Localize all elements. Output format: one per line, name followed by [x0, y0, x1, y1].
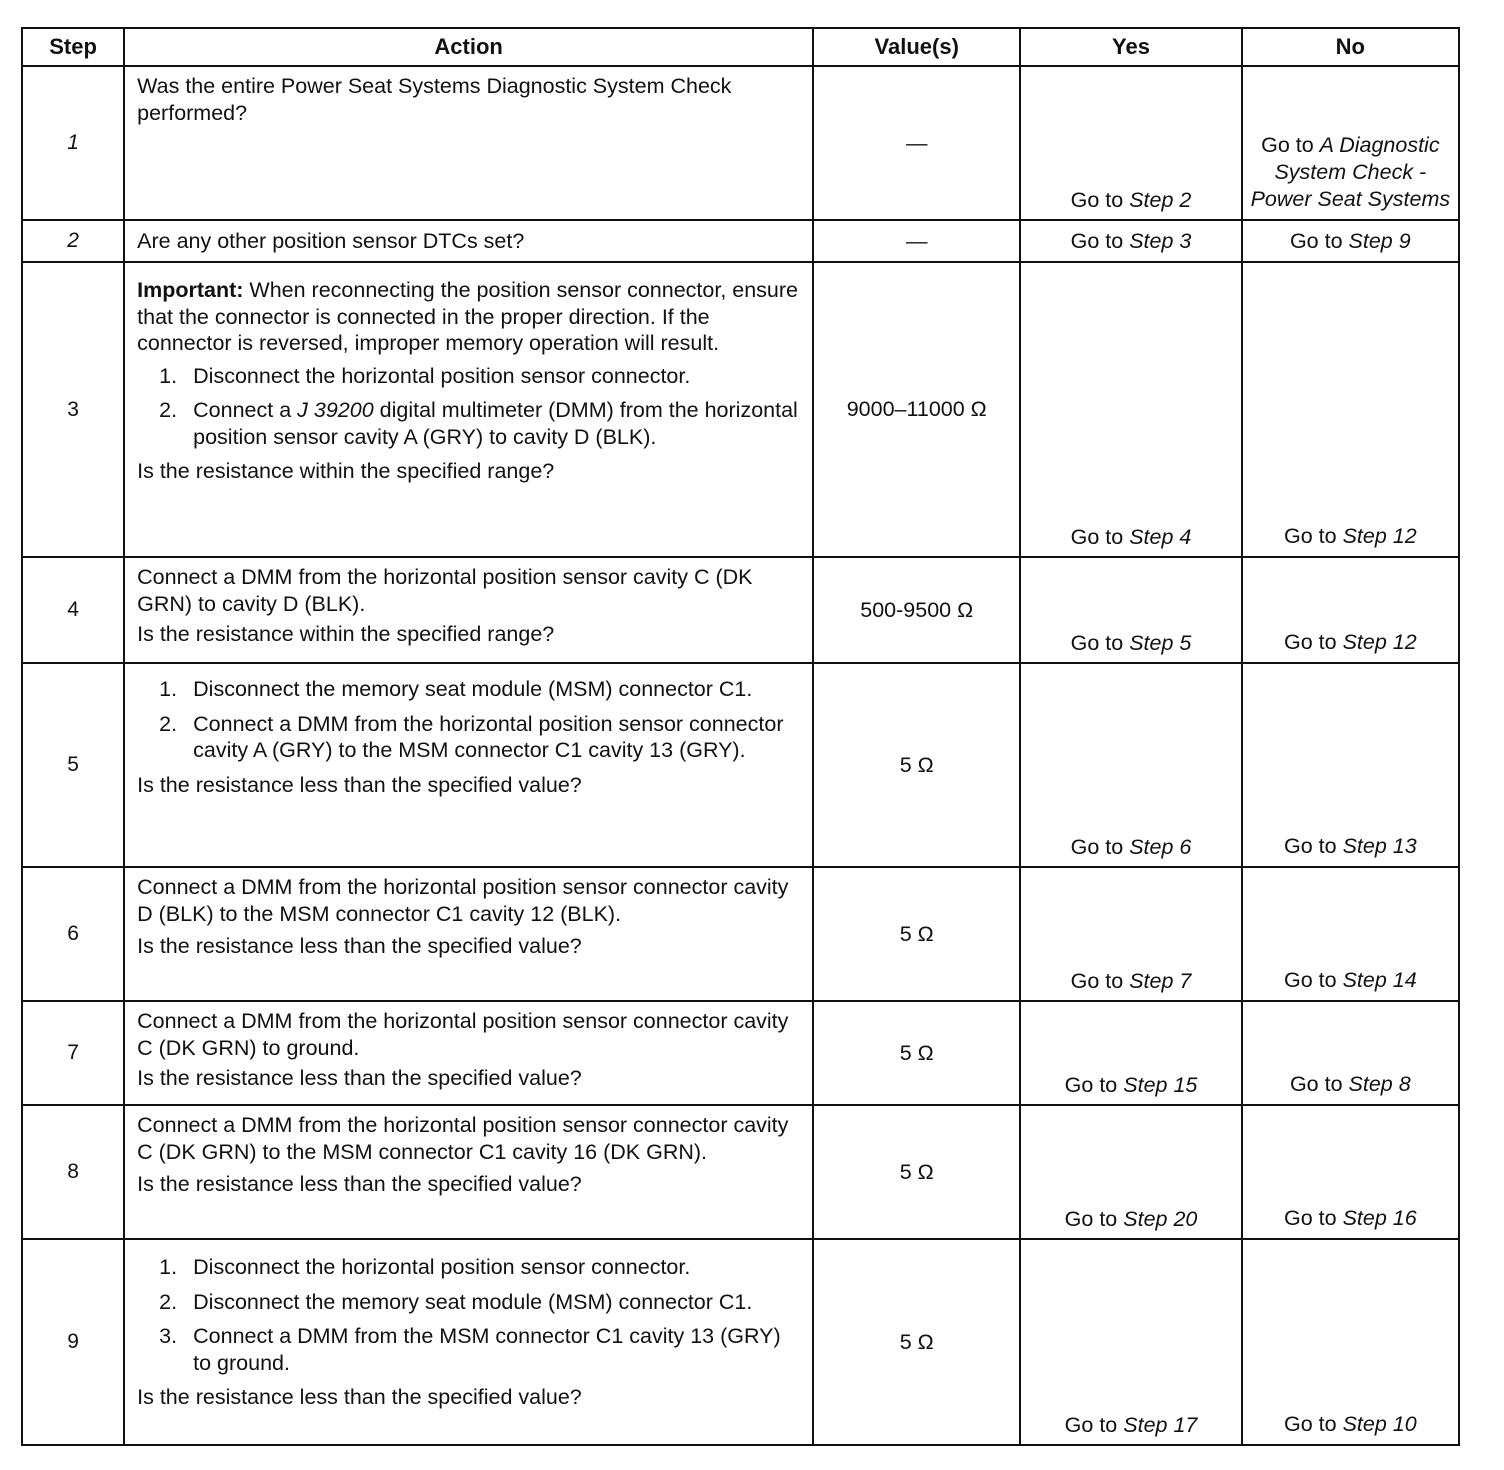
no-cell[interactable]: [1242, 557, 1459, 663]
yes-cell[interactable]: [1020, 1239, 1241, 1445]
procedure-list: [137, 676, 802, 764]
procedure-list: [137, 363, 802, 451]
goto-prefix: Go to: [1070, 835, 1124, 859]
header-action: Action: [124, 28, 813, 66]
goto-prefix: Go to: [1283, 834, 1337, 858]
value-cell: 9000–11000 Ω: [813, 262, 1020, 557]
step-link[interactable]: Step 13: [1342, 834, 1417, 858]
step-link[interactable]: Step 12: [1342, 630, 1417, 654]
action-text: Was the entire Power Seat Systems Diagnostic System Check performed?: [137, 74, 732, 125]
step-link[interactable]: Step 6: [1129, 835, 1192, 859]
list-item: 1. Disconnect the memory seat module (MSM) connector C1.: [159, 677, 753, 701]
no-cell[interactable]: [1242, 220, 1459, 262]
step-link[interactable]: Step 4: [1129, 525, 1192, 549]
step-link[interactable]: Step 15: [1123, 1073, 1198, 1097]
yes-cell[interactable]: [1020, 1105, 1241, 1239]
no-cell[interactable]: [1242, 663, 1459, 867]
table-row: [22, 1001, 1459, 1105]
action-text: Connect a DMM from the horizontal position sensor connector cavity D (BLK) to the MSM connector C1 cavity 12 (BLK).: [137, 875, 789, 926]
value-cell: —: [813, 220, 1020, 262]
action-question: Is the resistance less than the specified value?: [137, 934, 582, 958]
step-number: 9: [22, 1239, 124, 1445]
no-cell[interactable]: [1242, 66, 1459, 220]
action-cell: [124, 262, 813, 557]
table-row: [22, 1105, 1459, 1239]
table-row: [22, 66, 1459, 220]
no-cell[interactable]: [1242, 1105, 1459, 1239]
yes-cell[interactable]: [1020, 262, 1241, 557]
action-cell: [124, 1001, 813, 1105]
step-link[interactable]: Step 5: [1129, 631, 1192, 655]
table-row: [22, 262, 1459, 557]
step-link[interactable]: Step 8: [1348, 1072, 1411, 1096]
important-note: [137, 277, 802, 357]
yes-cell[interactable]: [1020, 66, 1241, 220]
header-step: Step: [22, 28, 124, 66]
list-item: 2. Disconnect the memory seat module (MSM) connector C1.: [159, 1289, 753, 1314]
action-cell: [124, 663, 813, 867]
list-item: 1. Disconnect the horizontal position sensor connector.: [159, 1255, 691, 1279]
step-link[interactable]: Step 16: [1342, 1206, 1417, 1230]
step-link[interactable]: Step 7: [1129, 969, 1192, 993]
goto-prefix: Go to: [1289, 1072, 1343, 1096]
action-text: Connect a DMM from the horizontal position sensor cavity C (DK GRN) to cavity D (BLK).: [137, 565, 753, 616]
goto-prefix: Go to: [1070, 525, 1124, 549]
no-cell[interactable]: [1242, 867, 1459, 1001]
action-question: Is the resistance less than the specified value?: [137, 1066, 582, 1090]
step-number: 6: [22, 867, 124, 1001]
step-link[interactable]: Step 9: [1348, 228, 1411, 253]
goto-prefix: Go to: [1283, 630, 1337, 654]
action-question: Is the resistance less than the specified value?: [137, 1385, 582, 1409]
value-cell: 500-9500 Ω: [813, 557, 1020, 663]
no-cell[interactable]: [1242, 262, 1459, 557]
action-question: Is the resistance within the specified range?: [137, 459, 555, 483]
step-number: 5: [22, 663, 124, 867]
step-number: 3: [22, 262, 124, 557]
value-cell: —: [813, 66, 1020, 220]
action-question: Is the resistance less than the specified value?: [137, 1172, 582, 1196]
header-row: [22, 28, 1459, 66]
step-link[interactable]: Step 3: [1129, 228, 1192, 253]
goto-prefix: Go to: [1070, 969, 1124, 993]
action-text: Connect a DMM from the horizontal position sensor connector cavity C (DK GRN) to the MSM connector C1 cavity 16 (DK GRN).: [137, 1113, 789, 1164]
goto-prefix: Go to: [1064, 1073, 1118, 1097]
table-row: [22, 867, 1459, 1001]
table-row: [22, 663, 1459, 867]
step-link[interactable]: Step 17: [1123, 1413, 1198, 1437]
action-question: Is the resistance within the specified range?: [137, 622, 555, 646]
yes-cell[interactable]: [1020, 220, 1241, 262]
action-cell: [124, 557, 813, 663]
action-cell: [124, 220, 813, 262]
table-row: [22, 220, 1459, 262]
list-item: 2. Connect a DMM from the horizontal position sensor connector cavity A (GRY) to the MSM connector C1 cavity 13 (GRY).: [159, 711, 784, 762]
step-number: 2: [22, 220, 124, 262]
table-row: [22, 557, 1459, 663]
action-question: Is the resistance less than the specified value?: [137, 772, 582, 797]
goto-prefix: Go to: [1283, 1412, 1337, 1436]
action-text: Connect a DMM from the horizontal position sensor connector cavity C (DK GRN) to ground.: [137, 1009, 789, 1060]
important-label: Important:: [137, 278, 244, 302]
goto-prefix: Go to: [1261, 133, 1314, 157]
yes-cell[interactable]: [1020, 867, 1241, 1001]
step-link[interactable]: Step 14: [1342, 968, 1417, 992]
list-item: 2. Connect a J 39200 digital multimeter (DMM) from the horizontal position sensor cavity A (GRY) to cavity D (BLK).: [159, 398, 798, 449]
goto-prefix: Go to: [1283, 1206, 1337, 1230]
no-cell[interactable]: [1242, 1239, 1459, 1445]
action-cell: [124, 1105, 813, 1239]
header-no: No: [1242, 28, 1459, 66]
goto-prefix: Go to: [1070, 631, 1124, 655]
step-number: 1: [22, 66, 124, 220]
diagnostic-table: [21, 27, 1460, 1446]
value-cell: 5 Ω: [813, 663, 1020, 867]
step-number: 8: [22, 1105, 124, 1239]
table-row: [22, 1239, 1459, 1445]
action-text: Are any other position sensor DTCs set?: [137, 228, 525, 253]
step-link[interactable]: Step 20: [1123, 1207, 1198, 1231]
goto-prefix: Go to: [1070, 188, 1124, 212]
goto-prefix: Go to: [1283, 524, 1337, 548]
yes-cell[interactable]: [1020, 1001, 1241, 1105]
important-text: When reconnecting the position sensor connector, ensure that the connector is connected in the proper direction. If the connector is reversed, improper memory operation will result.: [137, 278, 799, 355]
step-link[interactable]: A Diagnostic System Check - Power Seat Systems: [1250, 133, 1451, 211]
goto-prefix: Go to: [1064, 1207, 1118, 1231]
value-cell: 5 Ω: [813, 867, 1020, 1001]
value-cell: 5 Ω: [813, 1001, 1020, 1105]
value-cell: 5 Ω: [813, 1105, 1020, 1239]
value-cell: 5 Ω: [813, 1239, 1020, 1445]
list-item: 1. Disconnect the horizontal position sensor connector.: [159, 363, 691, 388]
header-yes: Yes: [1020, 28, 1241, 66]
goto-prefix: Go to: [1289, 228, 1343, 253]
goto-prefix: Go to: [1283, 968, 1337, 992]
no-cell[interactable]: [1242, 1001, 1459, 1105]
step-link[interactable]: Step 10: [1342, 1412, 1417, 1436]
step-link[interactable]: Step 12: [1342, 524, 1417, 548]
yes-cell[interactable]: [1020, 663, 1241, 867]
header-values: Value(s): [813, 28, 1020, 66]
goto-prefix: Go to: [1070, 228, 1124, 253]
tool-reference: J 39200: [297, 398, 374, 422]
step-number: 4: [22, 557, 124, 663]
action-cell: [124, 867, 813, 1001]
list-item: 3. Connect a DMM from the MSM connector C1 cavity 13 (GRY) to ground.: [159, 1324, 781, 1375]
procedure-list: [137, 1254, 802, 1376]
action-cell: [124, 1239, 813, 1445]
yes-cell[interactable]: [1020, 557, 1241, 663]
step-link[interactable]: Step 2: [1129, 188, 1192, 212]
goto-prefix: Go to: [1064, 1413, 1118, 1437]
step-number: 7: [22, 1001, 124, 1105]
action-cell: [124, 66, 813, 220]
